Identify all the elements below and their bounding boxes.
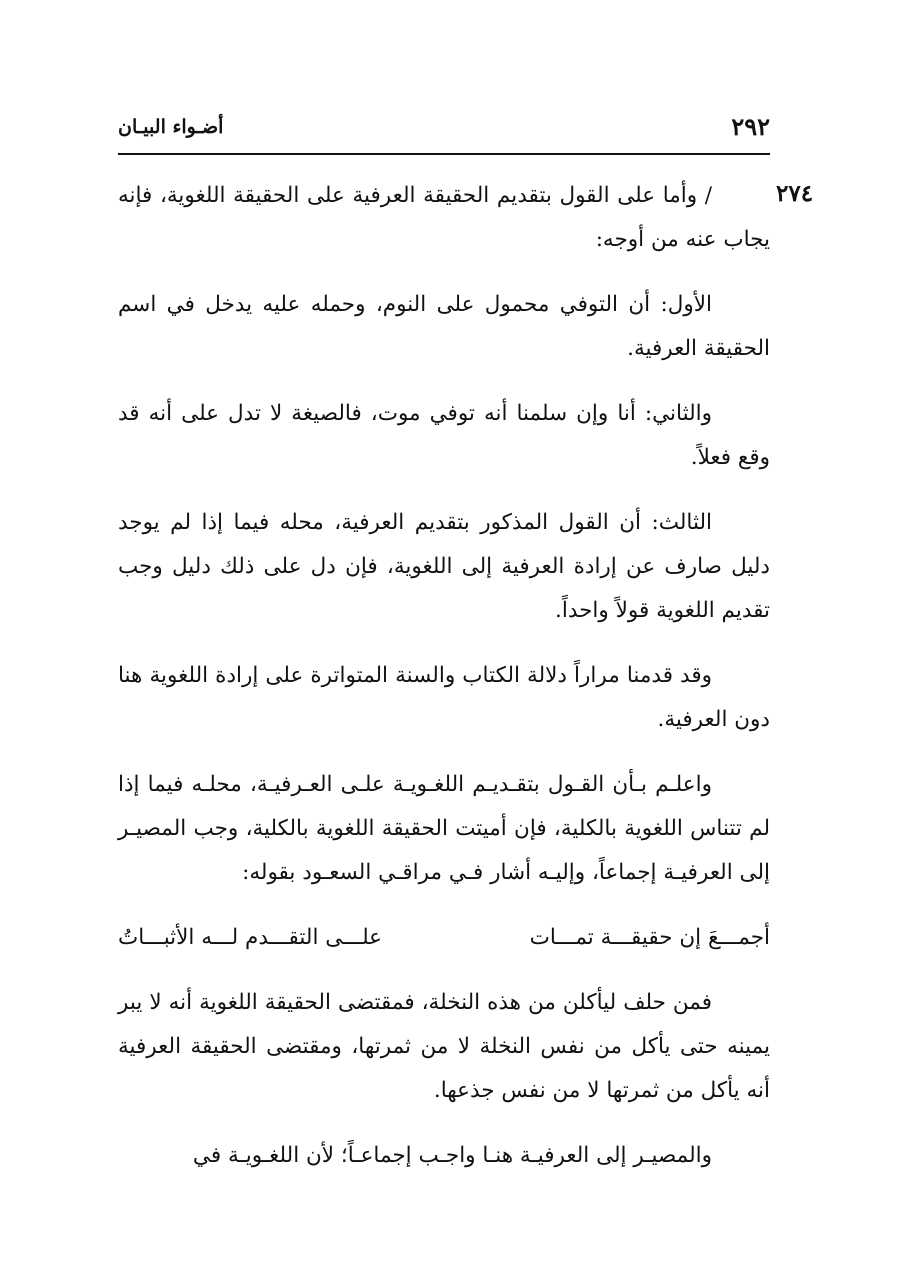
page-body	[118, 174, 770, 1199]
margin-page-reference: ٢٧٤	[776, 180, 814, 207]
header-rule	[118, 153, 770, 155]
page-header	[118, 112, 770, 152]
paragraph-6: واعلـم بـأن القـول بتقـديـم اللغـويـة علـى العـرفيـة، محلـه فيما إذا لم تتناس اللغوية بالكلية، فإن أميتت الحقيقة اللغوية بالكلية، وجب المصيـر إلى العرفيـة إجماعاً، وإليـه أشار فـي مراقـي السعـود بقوله:	[118, 772, 770, 885]
paragraph-1: / وأما على القول بتقديم الحقيقة العرفية على الحقيقة اللغوية، فإنه يجاب عنه من أوجه:	[118, 183, 770, 252]
poem-verse	[118, 916, 770, 960]
poem-hemistich-1: أجمـــعَ إن حقيقـــة تمـــات	[529, 925, 770, 950]
paragraph-3: والثاني: أنا وإن سلمنا أنه توفي موت، فالصيغة لا تدل على أنه قد وقع فعلاً.	[118, 401, 770, 470]
paragraph-2: الأول: أن التوفي محمول على النوم، وحمله عليه يدخل في اسم الحقيقة العرفية.	[118, 292, 770, 361]
paragraph-4: الثالث: أن القول المذكور بتقديم العرفية، محله فيما إذا لم يوجد دليل صارف عن إرادة العرفية إلى اللغوية، فإن دل على ذلك دليل وجب تقديم اللغوية قولاً واحداً.	[118, 510, 770, 623]
poem-hemistich-2: علـــى التقـــدم لـــه الأثبـــاتُ	[118, 925, 383, 950]
paragraph-5: وقد قدمنا مراراً دلالة الكتاب والسنة المتواترة على إرادة اللغوية هنا دون العرفية.	[118, 663, 770, 732]
paragraph-7: فمن حلف ليأكلن من هذه النخلة، فمقتضى الحقيقة اللغوية أنه لا يبر يمينه حتى يأكل من نفس النخلة لا من ثمرتها، ومقتضى الحقيقة العرفية أنه يأكل من ثمرتها لا من نفس جذعها.	[118, 990, 770, 1103]
paragraph-8: والمصيـر إلى العرفيـة هنـا واجـب إجماعـاً؛ لأن اللغـويـة في	[192, 1143, 712, 1168]
running-title: أضـواء البيـان	[118, 116, 224, 138]
page-number: ٢٩٢	[731, 112, 770, 141]
